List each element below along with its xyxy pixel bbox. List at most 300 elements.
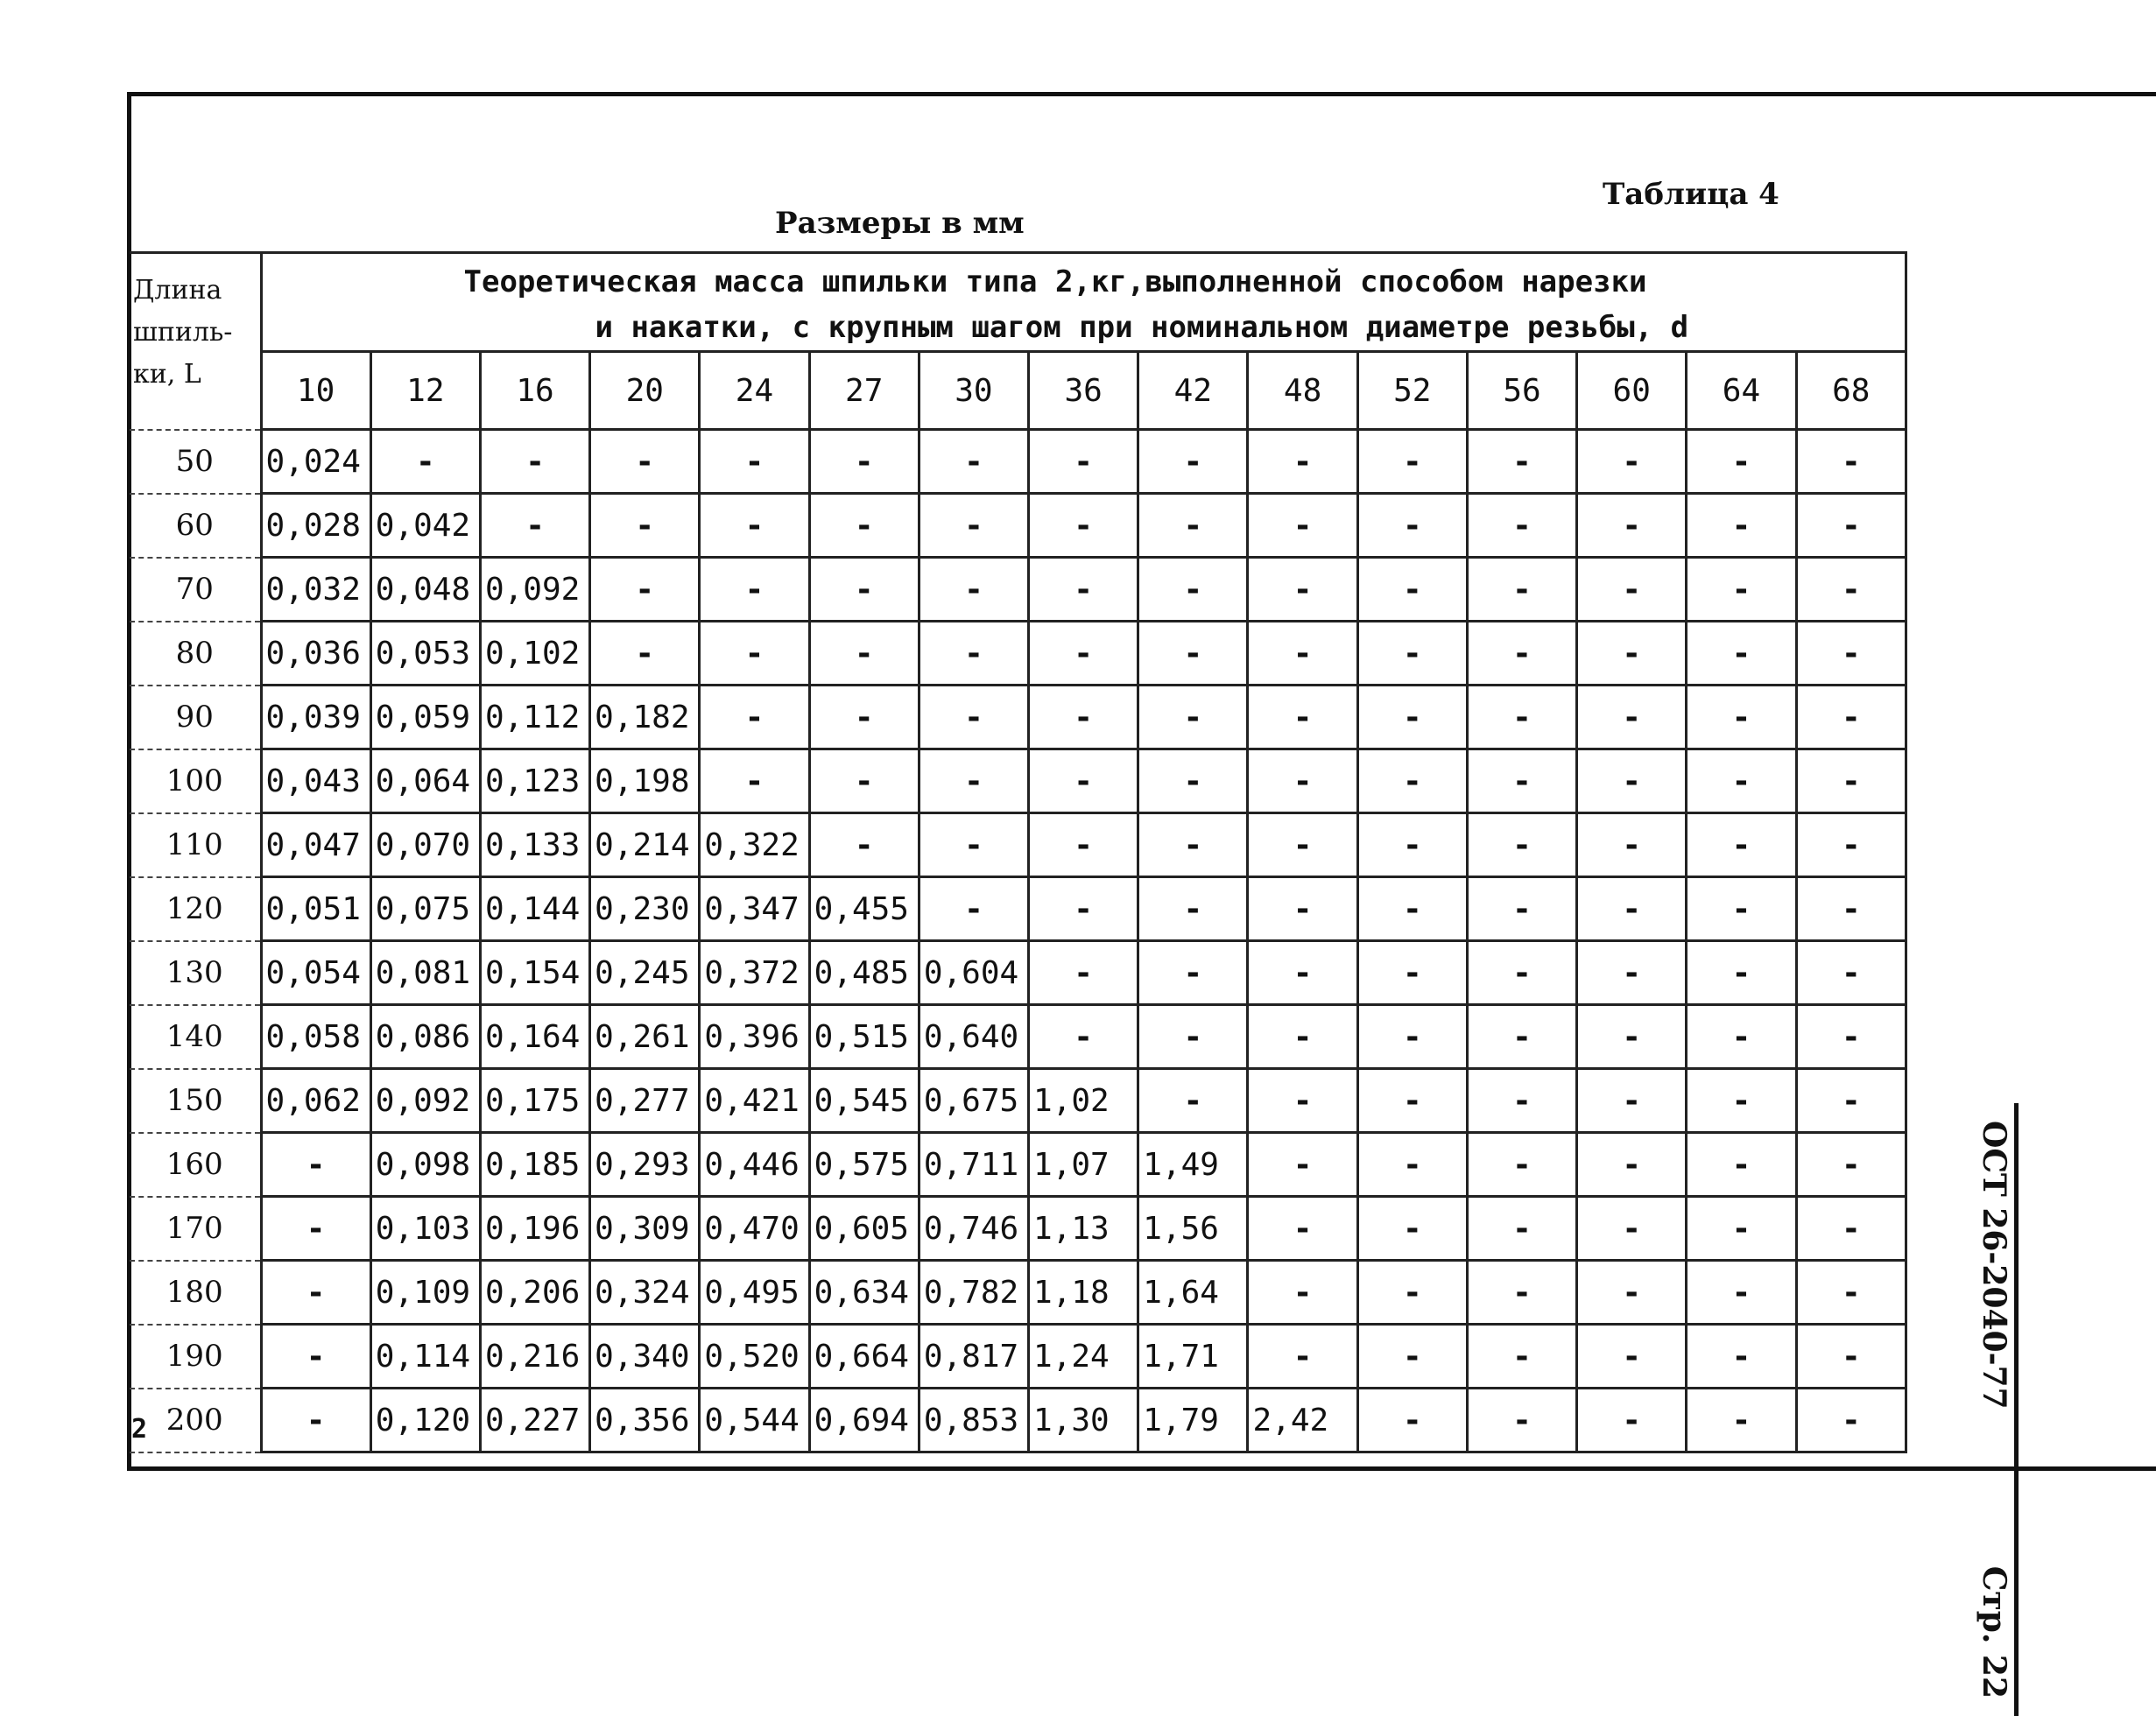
mass-cell: - <box>700 494 809 558</box>
length-cell: 110 <box>130 813 261 877</box>
mass-cell: 0,081 <box>370 941 480 1005</box>
table-row <box>130 813 1906 877</box>
mass-cell: - <box>1577 877 1687 941</box>
table-title-line: Теоретическая масса шпильки типа 2,кг,выполненной способом нарезки <box>463 264 1647 299</box>
table-row <box>130 877 1906 941</box>
mass-cell: - <box>1029 941 1138 1005</box>
mass-cell: - <box>1796 813 1906 877</box>
table-number-label: Таблица 4 <box>1603 177 1779 212</box>
mass-cell: - <box>1248 622 1357 686</box>
mass-cell: - <box>1687 558 1796 622</box>
mass-cell: - <box>1248 749 1357 813</box>
mass-cell: 1,79 <box>1138 1389 1248 1452</box>
units-caption: Размеры в мм <box>775 206 1025 241</box>
mass-cell: - <box>1687 813 1796 877</box>
table-row <box>130 622 1906 686</box>
mass-cell: 1,30 <box>1029 1389 1138 1452</box>
table-title <box>261 253 1906 352</box>
mass-cell: 0,322 <box>700 813 809 877</box>
length-cell: 130 <box>130 941 261 1005</box>
mass-cell: 1,49 <box>1138 1133 1248 1197</box>
mass-cell: - <box>700 622 809 686</box>
mass-cell: - <box>1796 941 1906 1005</box>
mass-cell: - <box>1687 1261 1796 1325</box>
table-row <box>130 1069 1906 1133</box>
mass-cell: - <box>480 430 589 494</box>
mass-cell: 0,058 <box>261 1005 370 1069</box>
mass-cell: - <box>590 494 700 558</box>
diameter-header-cell: 42 <box>1138 352 1248 430</box>
side-stamp <box>1975 1103 2019 1716</box>
mass-cell: - <box>1357 941 1467 1005</box>
mass-cell: 0,604 <box>919 941 1028 1005</box>
mass-cell: - <box>919 686 1028 749</box>
mass-cell: - <box>1467 494 1576 558</box>
mass-cell: - <box>1796 686 1906 749</box>
mass-cell: 0,054 <box>261 941 370 1005</box>
mass-cell: - <box>919 813 1028 877</box>
mass-cell: 0,098 <box>370 1133 480 1197</box>
diameter-header-cell: 16 <box>480 352 589 430</box>
mass-cell: - <box>1357 1325 1467 1389</box>
mass-cell: 0,112 <box>480 686 589 749</box>
mass-cell: - <box>1687 1325 1796 1389</box>
length-cell: 170 <box>130 1197 261 1261</box>
mass-cell: - <box>1357 813 1467 877</box>
mass-cell: 0,024 <box>261 430 370 494</box>
mass-cell: 0,053 <box>370 622 480 686</box>
mass-cell: - <box>1357 749 1467 813</box>
length-column-header <box>130 253 261 430</box>
mass-cell: 1,24 <box>1029 1325 1138 1389</box>
mass-cell: - <box>809 686 919 749</box>
mass-cell: - <box>919 749 1028 813</box>
mass-cell: - <box>1029 1005 1138 1069</box>
mass-cell: 0,515 <box>809 1005 919 1069</box>
mass-cell: - <box>1138 1069 1248 1133</box>
mass-cell: - <box>1467 1197 1576 1261</box>
table-row <box>130 1197 1906 1261</box>
length-cell: 70 <box>130 558 261 622</box>
mass-cell: - <box>1138 813 1248 877</box>
mass-cell: 0,455 <box>809 877 919 941</box>
mass-cell: - <box>1248 813 1357 877</box>
mass-cell: - <box>1357 622 1467 686</box>
mass-cell: - <box>1577 749 1687 813</box>
mass-cell: 0,544 <box>700 1389 809 1452</box>
mass-cell: - <box>809 494 919 558</box>
mass-cell: - <box>1248 1325 1357 1389</box>
diameter-header-cell: 68 <box>1796 352 1906 430</box>
mass-cell: - <box>1248 877 1357 941</box>
mass-cell: - <box>1357 558 1467 622</box>
mass-cell: - <box>1577 622 1687 686</box>
mass-cell: - <box>590 622 700 686</box>
mass-cell: 0,277 <box>590 1069 700 1133</box>
mass-cell: 0,746 <box>919 1197 1028 1261</box>
mass-cell: 0,372 <box>700 941 809 1005</box>
mass-cell: - <box>1577 813 1687 877</box>
mass-cell: - <box>1248 1261 1357 1325</box>
mass-cell: - <box>1796 494 1906 558</box>
mass-cell: - <box>1357 1261 1467 1325</box>
mass-cell: 0,214 <box>590 813 700 877</box>
mass-cell: 0,261 <box>590 1005 700 1069</box>
mass-cell: - <box>1577 686 1687 749</box>
mass-cell: 0,227 <box>480 1389 589 1452</box>
mass-cell: 1,02 <box>1029 1069 1138 1133</box>
mass-cell: - <box>919 494 1028 558</box>
mass-cell: 0,182 <box>590 686 700 749</box>
mass-cell: - <box>1796 430 1906 494</box>
mass-cell: 0,032 <box>261 558 370 622</box>
mass-cell: 0,853 <box>919 1389 1028 1452</box>
mass-cell: 0,575 <box>809 1133 919 1197</box>
mass-cell: - <box>1248 430 1357 494</box>
mass-cell: - <box>700 558 809 622</box>
length-cell: 60 <box>130 494 261 558</box>
mass-cell: - <box>261 1389 370 1452</box>
mass-cell: 1,18 <box>1029 1261 1138 1325</box>
mass-cell: - <box>1248 1069 1357 1133</box>
mass-cell: - <box>1467 1069 1576 1133</box>
mass-cell: - <box>700 430 809 494</box>
mass-cell: - <box>1796 1389 1906 1452</box>
mass-cell: 0,817 <box>919 1325 1028 1389</box>
mass-cell: - <box>1687 1133 1796 1197</box>
mass-cell: - <box>1577 1133 1687 1197</box>
length-cell: 190 <box>130 1325 261 1389</box>
mass-cell: - <box>1357 1005 1467 1069</box>
mass-cell: - <box>1357 430 1467 494</box>
diameter-header-cell: 10 <box>261 352 370 430</box>
mass-cell: - <box>1467 1389 1576 1452</box>
mass-cell: 0,086 <box>370 1005 480 1069</box>
diameter-header-cell: 20 <box>590 352 700 430</box>
mass-cell: - <box>1577 1197 1687 1261</box>
mass-cell: 0,092 <box>480 558 589 622</box>
mass-cell: - <box>809 558 919 622</box>
mass-cell: - <box>1687 686 1796 749</box>
table-row <box>130 1005 1906 1069</box>
mass-cell: 0,064 <box>370 749 480 813</box>
header-row-title <box>130 253 1906 352</box>
mass-cell: - <box>1467 1005 1576 1069</box>
mass-cell: 1,64 <box>1138 1261 1248 1325</box>
mass-cell: - <box>1467 622 1576 686</box>
diameter-header-cell: 60 <box>1577 352 1687 430</box>
mass-cell: 0,396 <box>700 1005 809 1069</box>
mass-cell: 2,42 <box>1248 1389 1357 1452</box>
mass-cell: - <box>1577 1261 1687 1325</box>
mass-cell: - <box>1357 1069 1467 1133</box>
mass-cell: - <box>1248 686 1357 749</box>
mass-cell: - <box>1687 941 1796 1005</box>
mass-cell: - <box>919 558 1028 622</box>
mass-cell: 0,198 <box>590 749 700 813</box>
mass-cell: - <box>919 622 1028 686</box>
mass-cell: - <box>1357 1389 1467 1452</box>
mass-cell: - <box>1687 877 1796 941</box>
table-row <box>130 1261 1906 1325</box>
table-body <box>130 430 1906 1452</box>
mass-cell: - <box>1138 1005 1248 1069</box>
mass-cell: 0,640 <box>919 1005 1028 1069</box>
mass-cell: 0,347 <box>700 877 809 941</box>
mass-cell: 0,123 <box>480 749 589 813</box>
mass-cell: - <box>590 430 700 494</box>
mass-cell: - <box>480 494 589 558</box>
mass-cell: - <box>1467 877 1576 941</box>
mass-cell: 0,114 <box>370 1325 480 1389</box>
table-row <box>130 430 1906 494</box>
mass-cell: - <box>1029 877 1138 941</box>
mass-cell: - <box>1357 494 1467 558</box>
standard-code: ОСТ 26-2040-77 <box>1976 1121 2013 1410</box>
mass-cell: - <box>1687 494 1796 558</box>
diameter-header-cell: 30 <box>919 352 1028 430</box>
mass-cell: - <box>261 1133 370 1197</box>
length-cell: 200 <box>130 1389 261 1452</box>
mass-cell: 0,075 <box>370 877 480 941</box>
mass-cell: - <box>809 622 919 686</box>
mass-cell: - <box>1138 494 1248 558</box>
mass-cell: - <box>1577 1069 1687 1133</box>
mass-cell: 0,694 <box>809 1389 919 1452</box>
mass-cell: - <box>1029 749 1138 813</box>
mass-cell: 0,711 <box>919 1133 1028 1197</box>
mass-cell: 0,356 <box>590 1389 700 1452</box>
diameter-header-cell: 12 <box>370 352 480 430</box>
mass-cell: 0,245 <box>590 941 700 1005</box>
mass-table <box>130 251 1907 1453</box>
mass-cell: - <box>1357 1133 1467 1197</box>
mass-cell: - <box>1138 430 1248 494</box>
mass-cell: - <box>1357 877 1467 941</box>
mass-cell: 0,470 <box>700 1197 809 1261</box>
mass-cell: - <box>1467 749 1576 813</box>
mass-cell: 1,71 <box>1138 1325 1248 1389</box>
mass-cell: 0,043 <box>261 749 370 813</box>
mass-cell: - <box>1796 877 1906 941</box>
mass-cell: 0,782 <box>919 1261 1028 1325</box>
mass-cell: - <box>1138 622 1248 686</box>
mass-cell: 0,605 <box>809 1197 919 1261</box>
mass-cell: - <box>1796 1133 1906 1197</box>
mass-cell: - <box>919 877 1028 941</box>
mass-cell: 0,520 <box>700 1325 809 1389</box>
mass-cell: 0,196 <box>480 1197 589 1261</box>
mass-cell: - <box>1577 1005 1687 1069</box>
diameter-header-cell: 52 <box>1357 352 1467 430</box>
mass-cell: 0,059 <box>370 686 480 749</box>
mass-cell: - <box>809 430 919 494</box>
table-row <box>130 941 1906 1005</box>
mass-cell: - <box>1467 813 1576 877</box>
mass-cell: 0,144 <box>480 877 589 941</box>
mass-cell: - <box>1796 1069 1906 1133</box>
mass-cell: - <box>1029 813 1138 877</box>
mass-cell: 0,028 <box>261 494 370 558</box>
mass-cell: 0,664 <box>809 1325 919 1389</box>
mass-cell: 0,309 <box>590 1197 700 1261</box>
mass-cell: - <box>1357 686 1467 749</box>
mass-cell: - <box>1687 1389 1796 1452</box>
table-row <box>130 686 1906 749</box>
mass-cell: 0,048 <box>370 558 480 622</box>
mass-cell: - <box>700 686 809 749</box>
mass-cell: - <box>1687 749 1796 813</box>
table-row <box>130 1325 1906 1389</box>
mass-cell: - <box>1138 558 1248 622</box>
mass-cell: 0,133 <box>480 813 589 877</box>
mass-cell: - <box>261 1197 370 1261</box>
mass-cell: 1,07 <box>1029 1133 1138 1197</box>
mass-cell: - <box>809 749 919 813</box>
mass-cell: 0,062 <box>261 1069 370 1133</box>
mass-cell: - <box>809 813 919 877</box>
mass-cell: 0,340 <box>590 1325 700 1389</box>
mass-cell: - <box>1796 622 1906 686</box>
length-cell: 90 <box>130 686 261 749</box>
mass-cell: 0,485 <box>809 941 919 1005</box>
diameter-header-cell: 56 <box>1467 352 1576 430</box>
diameter-header-cell: 27 <box>809 352 919 430</box>
mass-cell: - <box>370 430 480 494</box>
table-row <box>130 749 1906 813</box>
mass-cell: - <box>1248 558 1357 622</box>
table-row <box>130 558 1906 622</box>
mass-cell: 0,293 <box>590 1133 700 1197</box>
mass-cell: - <box>1248 1133 1357 1197</box>
mass-cell: - <box>1467 430 1576 494</box>
mass-cell: - <box>1796 558 1906 622</box>
mass-cell: - <box>1467 941 1576 1005</box>
mass-cell: 0,109 <box>370 1261 480 1325</box>
length-cell: 120 <box>130 877 261 941</box>
mass-cell: 0,070 <box>370 813 480 877</box>
mass-cell: 0,185 <box>480 1133 589 1197</box>
mass-cell: - <box>1796 1197 1906 1261</box>
diameter-header-cell: 48 <box>1248 352 1357 430</box>
length-cell: 100 <box>130 749 261 813</box>
mass-cell: 0,039 <box>261 686 370 749</box>
table-title-line: и накатки, с крупным шагом при номинальном диаметре резьбы, d <box>595 310 1689 345</box>
mass-cell: - <box>1029 686 1138 749</box>
mass-cell: - <box>700 749 809 813</box>
mass-cell: 1,56 <box>1138 1197 1248 1261</box>
mass-cell: 0,042 <box>370 494 480 558</box>
mass-cell: 0,103 <box>370 1197 480 1261</box>
mass-cell: 0,495 <box>700 1261 809 1325</box>
mass-cell: - <box>1577 941 1687 1005</box>
diameter-header-row <box>130 352 1906 430</box>
mass-cell: 0,216 <box>480 1325 589 1389</box>
mass-cell: - <box>1029 494 1138 558</box>
length-cell: 50 <box>130 430 261 494</box>
mass-cell: - <box>1577 430 1687 494</box>
mass-cell: 0,092 <box>370 1069 480 1133</box>
mass-cell: - <box>1029 622 1138 686</box>
mass-cell: - <box>1577 1389 1687 1452</box>
mass-cell: 0,051 <box>261 877 370 941</box>
mass-cell: - <box>1248 494 1357 558</box>
margin-mark: 2 <box>131 1414 148 1445</box>
mass-cell: - <box>1138 941 1248 1005</box>
mass-cell: - <box>261 1325 370 1389</box>
mass-cell: - <box>1687 1005 1796 1069</box>
mass-cell: - <box>1796 1261 1906 1325</box>
length-header-line: Длина <box>133 275 222 306</box>
mass-cell: - <box>1467 1325 1576 1389</box>
length-cell: 160 <box>130 1133 261 1197</box>
mass-cell: 0,446 <box>700 1133 809 1197</box>
mass-cell: - <box>1467 686 1576 749</box>
mass-cell: 0,421 <box>700 1069 809 1133</box>
mass-cell: 0,120 <box>370 1389 480 1452</box>
length-cell: 150 <box>130 1069 261 1133</box>
page-number: Стр. 22 <box>1976 1565 2013 1698</box>
length-header-line: ки, L <box>133 359 201 390</box>
mass-cell: - <box>1138 749 1248 813</box>
mass-cell: - <box>1248 941 1357 1005</box>
diameter-header-cell: 64 <box>1687 352 1796 430</box>
mass-cell: 0,036 <box>261 622 370 686</box>
mass-cell: - <box>1467 1261 1576 1325</box>
mass-cell: - <box>1796 1325 1906 1389</box>
diameter-header-cell: 24 <box>700 352 809 430</box>
mass-cell: - <box>1357 1197 1467 1261</box>
mass-cell: - <box>1577 558 1687 622</box>
mass-cell: 0,230 <box>590 877 700 941</box>
length-cell: 80 <box>130 622 261 686</box>
mass-cell: - <box>1029 558 1138 622</box>
mass-cell: - <box>1029 430 1138 494</box>
mass-cell: - <box>1796 1005 1906 1069</box>
mass-cell: - <box>1687 622 1796 686</box>
diameter-header-cell: 36 <box>1029 352 1138 430</box>
mass-cell: 0,047 <box>261 813 370 877</box>
table-row <box>130 494 1906 558</box>
table-row <box>130 1389 1906 1452</box>
mass-cell: 0,324 <box>590 1261 700 1325</box>
mass-cell: 0,545 <box>809 1069 919 1133</box>
mass-cell: 0,102 <box>480 622 589 686</box>
mass-cell: - <box>1467 1133 1576 1197</box>
mass-cell: - <box>1687 430 1796 494</box>
mass-cell: - <box>1248 1197 1357 1261</box>
mass-cell: - <box>1577 494 1687 558</box>
mass-cell: 0,175 <box>480 1069 589 1133</box>
mass-cell: 1,13 <box>1029 1197 1138 1261</box>
length-cell: 140 <box>130 1005 261 1069</box>
length-header-line: шпиль- <box>133 317 233 348</box>
mass-cell: - <box>1248 1005 1357 1069</box>
mass-cell: - <box>1687 1197 1796 1261</box>
mass-cell: - <box>919 430 1028 494</box>
mass-cell: - <box>1577 1325 1687 1389</box>
mass-cell: - <box>1138 686 1248 749</box>
mass-cell: - <box>590 558 700 622</box>
mass-cell: - <box>1467 558 1576 622</box>
mass-cell: 0,164 <box>480 1005 589 1069</box>
mass-cell: - <box>261 1261 370 1325</box>
mass-cell: - <box>1687 1069 1796 1133</box>
length-cell: 180 <box>130 1261 261 1325</box>
mass-cell: 0,154 <box>480 941 589 1005</box>
mass-cell: 0,634 <box>809 1261 919 1325</box>
mass-cell: - <box>1796 749 1906 813</box>
